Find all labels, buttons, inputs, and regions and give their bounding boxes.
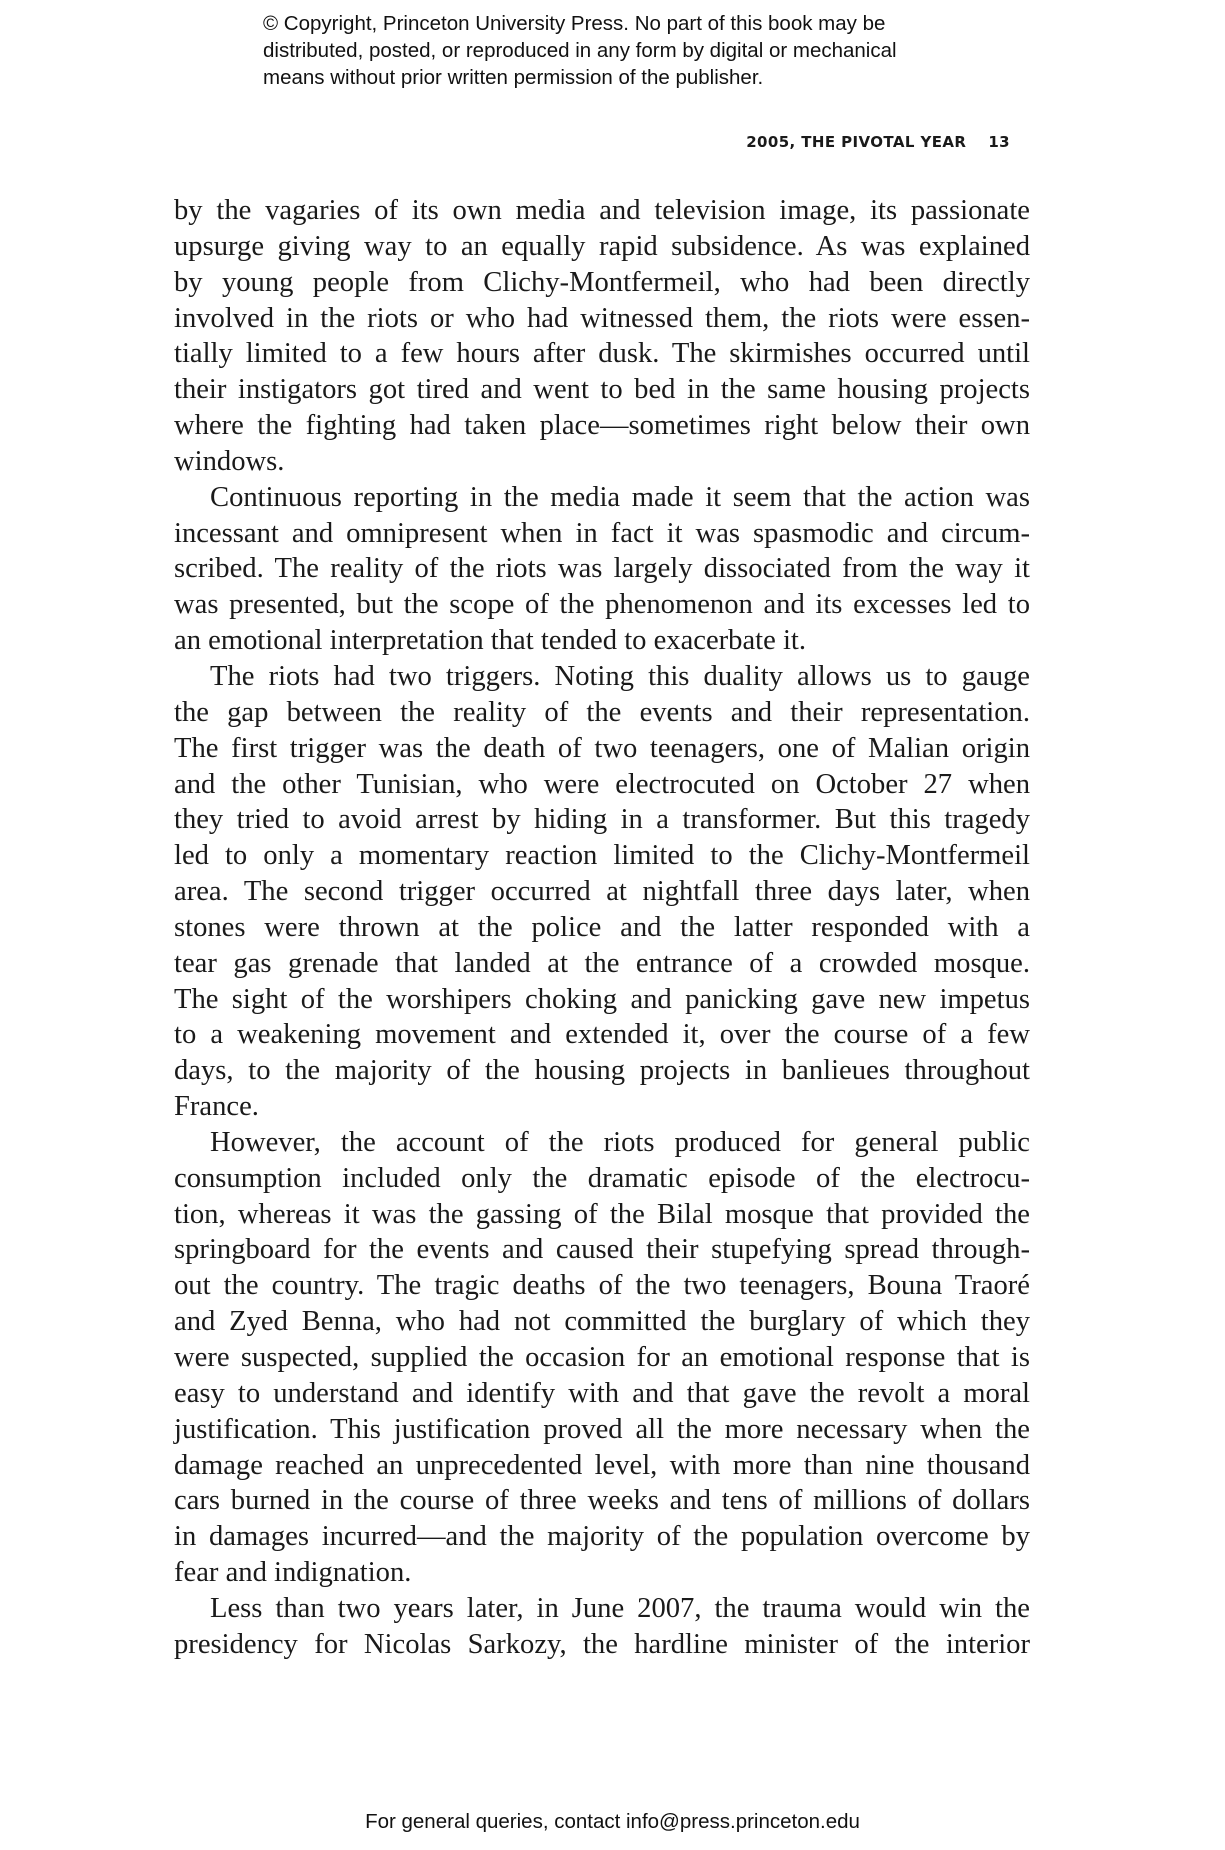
text-line: by the vagaries of its own media and television image, its passionate (174, 195, 1030, 226)
footer-contact: For general queries, contact info@press.princeton.edu (365, 1810, 860, 1833)
text-line: and Zyed Benna, who had not committed the burglary of which they (174, 1306, 1030, 1338)
text-line: The sight of the worshipers choking and panicking gave new impetus (174, 983, 1030, 1015)
text-line: the gap between the reality of the events and their representation. (174, 696, 1030, 728)
text-line: justification. This justification proved all the more necessary when the (174, 1413, 1030, 1445)
text-line: by young people from Clichy-Montfermeil, who had been directly (174, 266, 1030, 298)
body-text (174, 193, 1030, 1663)
text-line: area. The second trigger occurred at nightfall three days later, when (174, 876, 1030, 908)
text-line: presidency for Nicolas Sarkozy, the hardline minister of the interior (174, 1628, 1030, 1660)
text-line: an emotional interpretation that tended to exacerbate it. (174, 625, 806, 657)
text-line: tially limited to a few hours after dusk. The skirmishes occurred until (174, 338, 1030, 370)
page-number: 13 (988, 133, 1010, 151)
text-line: was presented, but the scope of the phenomenon and its excesses led to (174, 589, 1030, 621)
text-line: The riots had two triggers. Noting this duality allows us to gauge (210, 660, 1030, 692)
text-line: The first trigger was the death of two teenagers, one of Malian origin (174, 732, 1030, 764)
text-line: damage reached an unprecedented level, with more than nine thousand (174, 1449, 1030, 1481)
copyright-line: © Copyright, Princeton University Press. No part of this book may be (263, 12, 886, 35)
text-line: easy to understand and identify with and that gave the revolt a moral (174, 1377, 1030, 1409)
text-line: stones were thrown at the police and the latter responded with a (174, 911, 1030, 943)
copyright-line: distributed, posted, or reproduced in any form by digital or mechanical (263, 39, 897, 62)
text-line: Continuous reporting in the media made it seem that the action was (210, 481, 1030, 513)
text-line: fear and indignation. (174, 1557, 412, 1589)
text-line: France. (174, 1091, 259, 1123)
text-line: cars burned in the course of three weeks and tens of millions of dollars (174, 1485, 1030, 1517)
text-line: windows. (174, 445, 285, 477)
copyright-notice (263, 10, 983, 91)
text-line: days, to the majority of the housing projects in banlieues throughout (174, 1055, 1030, 1087)
text-line: upsurge giving way to an equally rapid subsidence. As was explained (174, 230, 1030, 262)
running-head (746, 133, 1010, 151)
text-line: tion, whereas it was the gassing of the Bilal mosque that provided the (174, 1198, 1030, 1230)
text-line: incessant and omnipresent when in fact it was spasmodic and circum- (174, 517, 1030, 549)
running-head-title: 2005, THE PIVOTAL YEAR (746, 133, 967, 151)
text-line: out the country. The tragic deaths of the two teenagers, Bouna Traoré (174, 1270, 1030, 1302)
text-line: where the fighting had taken place—sometimes right below their own (174, 410, 1030, 442)
text-line: were suspected, supplied the occasion for an emotional response that is (174, 1342, 1030, 1373)
text-line: in damages incurred—and the majority of the population overcome by (174, 1521, 1030, 1553)
text-line: Less than two years later, in June 2007, the trauma would win the (210, 1592, 1030, 1624)
text-line: to a weakening movement and extended it, over the course of a few (174, 1019, 1030, 1051)
text-line: they tried to avoid arrest by hiding in a transformer. But this tragedy (174, 804, 1030, 836)
text-line: involved in the riots or who had witnessed them, the riots were essen- (174, 302, 1030, 334)
text-line: scribed. The reality of the riots was largely dissociated from the way it (174, 553, 1030, 585)
text-line: tear gas grenade that landed at the entrance of a crowded mosque. (174, 947, 1030, 979)
text-line: and the other Tunisian, who were electrocuted on October 27 when (174, 768, 1030, 800)
text-line: consumption included only the dramatic episode of the electrocu- (174, 1162, 1030, 1194)
text-line: led to only a momentary reaction limited to the Clichy-Montfermeil (174, 840, 1030, 872)
text-line: springboard for the events and caused their stupefying spread through- (174, 1234, 1030, 1266)
text-line: However, the account of the riots produced for general public (210, 1126, 1030, 1158)
copyright-line: means without prior written permission of the publisher. (263, 66, 764, 89)
text-line: their instigators got tired and went to bed in the same housing projects (174, 374, 1030, 406)
